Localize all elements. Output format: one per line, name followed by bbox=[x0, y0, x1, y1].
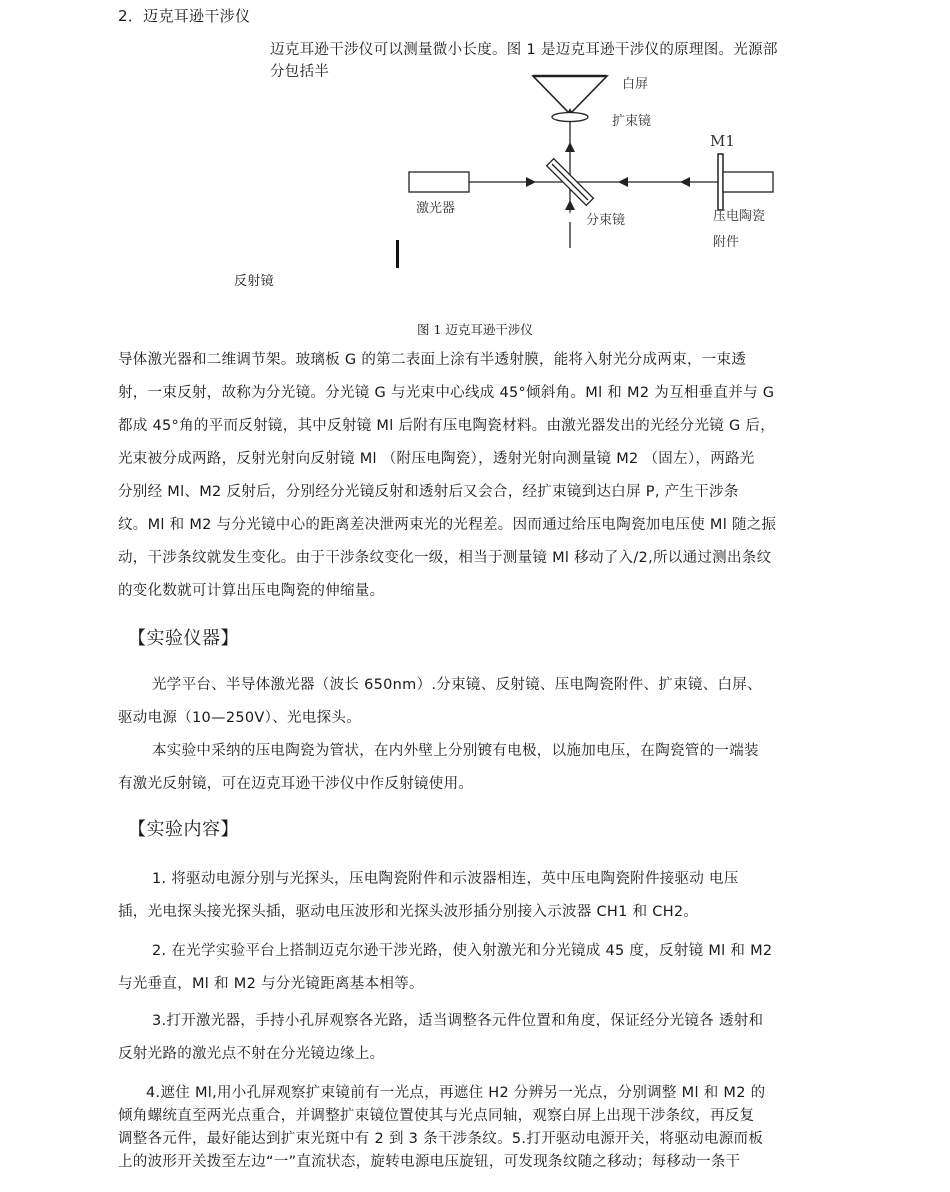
contents-line: 插，光电探头接光探头插，驱动电压波形和光探头波形插分别接入示波器 CH1 和 CH2。 bbox=[118, 904, 699, 920]
label-laser: 激光器 bbox=[416, 201, 456, 216]
label-piezo-attachment: 附件 bbox=[713, 235, 740, 250]
contents-line: 上的波形开关拨至左边“一”直流状态，旋转电源电压旋钮，可发现条纹随之移动；每移动一条干 bbox=[118, 1154, 741, 1170]
expander-lens-shape bbox=[552, 113, 588, 122]
body-line: 都成 45°角的平而反射镜，其中反射镜 Ml 后附有压电陶瓷材料。由激光器发出的光经分光镜 G 后， bbox=[118, 418, 776, 434]
body-line: 分别经 Ml、M2 反射后，分别经分光镜反射和透射后又会合，经扩束镜到达白屏 P, 产生干涉条 bbox=[118, 484, 739, 500]
contents-line: 反射光路的激光点不射在分光镜边缘上。 bbox=[118, 1046, 385, 1062]
m1-mirror-shape bbox=[718, 154, 723, 210]
body-line: 的变化数就可计算出压电陶瓷的伸缩量。 bbox=[118, 583, 385, 599]
contents-line: 2. 在光学实验平台上搭制迈克尔逊干涉光路，使入射激光和分光镜成 45 度，反射镜 Ml 和 M2 bbox=[152, 943, 773, 959]
intro-line: 迈克耳逊干涉仪可以测量微小长度。图 1 是迈克耳逊干涉仪的原理图。光源部 bbox=[270, 42, 778, 58]
apparatus-heading: 【实验仪器】 bbox=[128, 628, 239, 649]
body-line: 射，一束反射，故称为分光镜。分光镜 G 与光束中心线成 45°倾斜角。Ml 和 M2 为互相垂直并与 G bbox=[118, 385, 775, 401]
apparatus-line: 本实验中采纳的压电陶瓷为管状，在内外壁上分别镀有电极，以施加电压，在陶瓷管的一端装 bbox=[152, 743, 759, 759]
piezo-shape bbox=[723, 172, 773, 192]
contents-line: 1. 将驱动电源分别与光探头，压电陶瓷附件和示波器相连，英中压电陶瓷附件接驱动 电压 bbox=[152, 871, 739, 887]
contents-line: 3.打开激光器，手持小孔屏观察各光路，适当调整各元件位置和角度，保证经分光镜各 透射和 bbox=[152, 1013, 764, 1029]
figure-caption: 图 1 迈克耳逊干涉仪 bbox=[417, 322, 533, 337]
contents-line: 倾角螺统直至两光点重合，并调整扩束镜位置使其与光点同轴，观察白屏上出现干涉条纹，再反复 bbox=[118, 1108, 755, 1124]
body-line: 光束被分成两路，反射光射向反射镜 Ml （附压电陶瓷），透射光射向测量镜 M2 （固左），两路光 bbox=[118, 451, 755, 467]
interferometer-diagram bbox=[400, 72, 780, 272]
label-screen: 白屏 bbox=[622, 77, 649, 92]
label-m1: M1 bbox=[710, 132, 735, 150]
body-line: 动，干涉条纹就发生变化。由于干涉条纹变化一级，相当于测量镜 Ml 移动了入/2,所以通过测出条纹 bbox=[118, 550, 772, 566]
contents-heading: 【实验内容】 bbox=[128, 819, 239, 840]
apparatus-line: 有激光反射镜，可在迈克耳逊干涉仪中作反射镜使用。 bbox=[118, 776, 474, 792]
contents-line: 调整各元件，最好能达到扩束光斑中有 2 到 3 条干涉条纹。5.打开驱动电源开关，将驱动电源而板 bbox=[118, 1131, 764, 1147]
body-line: 导体激光器和二维调节架。玻璃板 G 的第二表面上涂有半透射膜，能将入射光分成两束，一束透 bbox=[118, 352, 747, 368]
contents-line: 与光垂直，Ml 和 M2 与分光镜距离基本相等。 bbox=[118, 976, 424, 992]
intro-line: 分包括半 bbox=[270, 64, 330, 80]
side-label-mirror: 反射镜 bbox=[234, 274, 274, 289]
contents-line: 4.遮住 Ml,用小孔屏观察扩束镜前有一光点，再遮住 H2 分辨另一光点，分别调整 Ml 和 M2 的 bbox=[146, 1085, 766, 1101]
body-line: 纹。Ml 和 M2 与分光镜中心的距离差决泄两束光的光程差。因而通过给压电陶瓷加电压使 Ml 随之振 bbox=[118, 517, 777, 533]
laser-shape bbox=[409, 172, 469, 192]
section-title: 2．迈克耳逊干涉仪 bbox=[118, 7, 251, 25]
label-expander: 扩束镜 bbox=[612, 114, 652, 129]
label-piezo: 压电陶瓷 bbox=[713, 209, 766, 224]
apparatus-line: 驱动电源（10—250V）、光电探头。 bbox=[118, 710, 361, 726]
label-splitter: 分束镜 bbox=[586, 213, 626, 228]
apparatus-line: 光学平台、半导体激光器（波长 650nm）.分束镜、反射镜、压电陶瓷附件、扩束镜、白屏、 bbox=[152, 677, 762, 693]
mirror-mark bbox=[396, 240, 399, 268]
